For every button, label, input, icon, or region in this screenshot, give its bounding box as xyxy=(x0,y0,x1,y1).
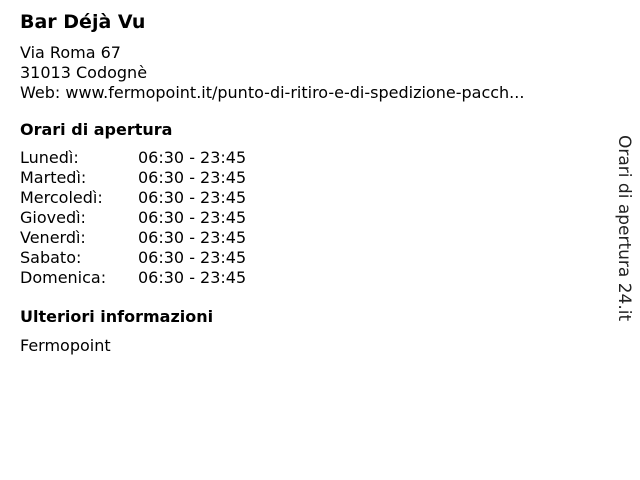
day-label: Martedì: xyxy=(20,168,87,187)
day-label: Venerdì: xyxy=(20,228,86,247)
day-label: Giovedì: xyxy=(20,208,86,227)
time-range: 06:30 - 23:45 xyxy=(138,188,247,207)
address-street: Via Roma 67 xyxy=(20,43,121,62)
business-card xyxy=(20,9,600,356)
day-label: Mercoledì: xyxy=(20,188,103,207)
hours-row-friday xyxy=(20,228,600,248)
day-label: Domenica: xyxy=(20,268,107,287)
hours-row-thursday xyxy=(20,208,600,228)
hours-row-wednesday xyxy=(20,188,600,208)
time-range: 06:30 - 23:45 xyxy=(138,228,247,247)
business-name: Bar Déjà Vu xyxy=(20,11,146,33)
time-range: 06:30 - 23:45 xyxy=(138,168,247,187)
time-range: 06:30 - 23:45 xyxy=(138,208,247,227)
time-range: 06:30 - 23:45 xyxy=(138,248,247,267)
hours-row-saturday xyxy=(20,248,600,268)
opening-hours-table xyxy=(20,148,600,288)
time-range: 06:30 - 23:45 xyxy=(138,148,247,167)
hours-row-sunday xyxy=(20,268,600,288)
day-label: Sabato: xyxy=(20,248,82,267)
hours-row-tuesday xyxy=(20,168,600,188)
site-watermark: Orari di apertura 24.it xyxy=(614,135,634,322)
additional-info-heading: Ulteriori informazioni xyxy=(20,307,214,326)
additional-info-text: Fermopoint xyxy=(20,336,111,355)
address-city: 31013 Codognè xyxy=(20,63,148,82)
hours-row-monday xyxy=(20,148,600,168)
time-range: 06:30 - 23:45 xyxy=(138,268,247,287)
website-link[interactable]: Web: www.fermopoint.it/punto-di-ritiro-e-di-spedizione-pacch... xyxy=(20,83,525,102)
opening-hours-heading: Orari di apertura xyxy=(20,120,173,139)
day-label: Lunedì: xyxy=(20,148,79,167)
